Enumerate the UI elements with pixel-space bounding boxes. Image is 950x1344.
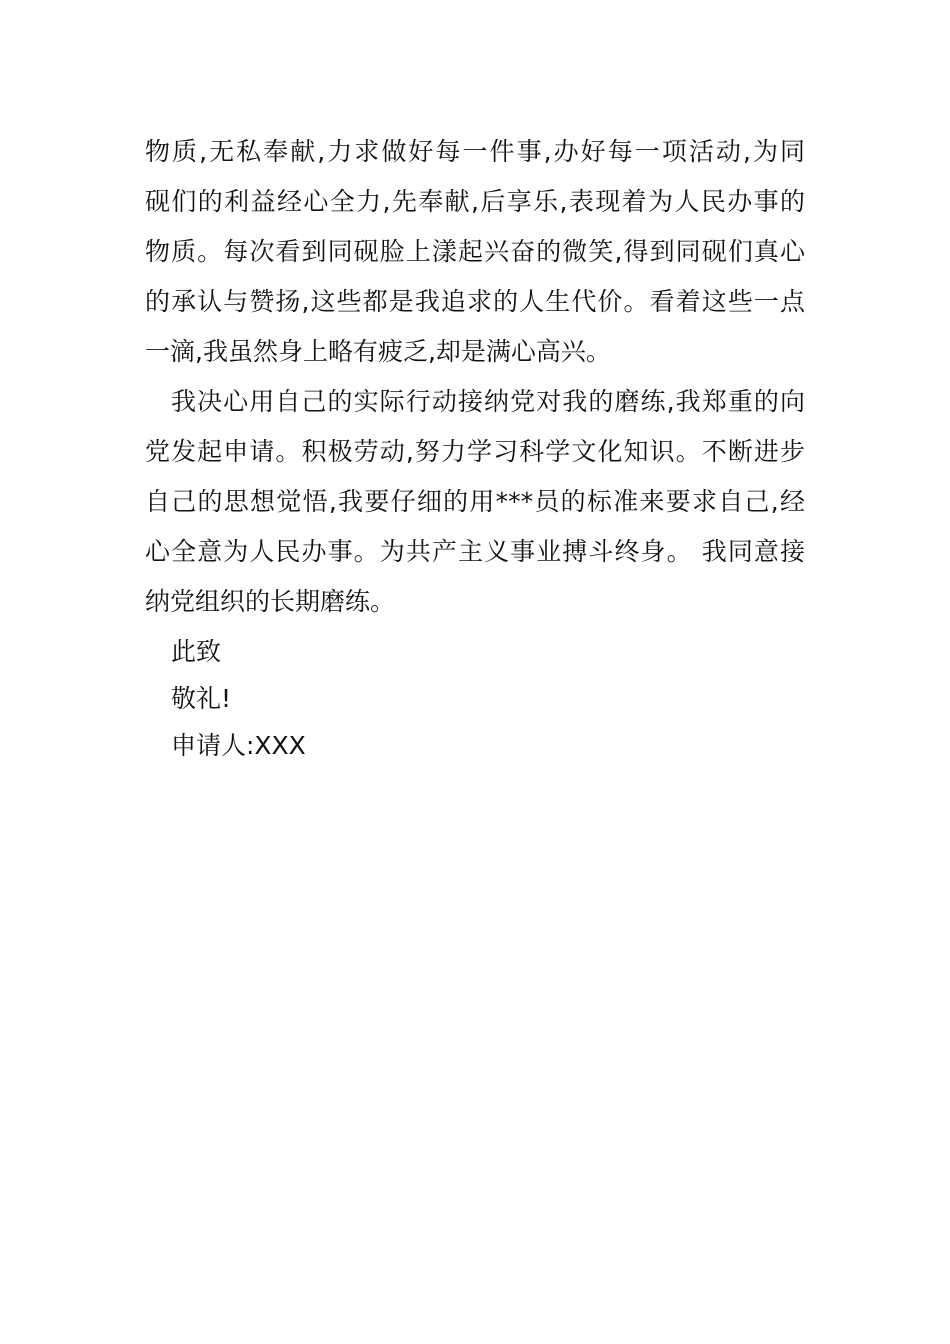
paragraph-2-line-5: 纳党组织的长期磨练。: [145, 587, 396, 616]
paragraph-2-line-2: 党发起申请。积极劳动,努力学习科学文化知识。不断进步: [145, 437, 805, 466]
paragraph-1-line-3: 物质。每次看到同砚脸上漾起兴奋的微笑,得到同砚们真心: [145, 237, 805, 266]
paragraph-2-line-1: 我决心用自己的实际行动接纳党对我的磨练,我郑重的向: [171, 387, 805, 416]
closing-salutation-jing-li: 敬礼!: [171, 684, 232, 713]
letter-closing: [145, 627, 805, 771]
paragraph-2-line-4: 心全意为人民办事。为共产主义事业搏斗终身。 我同意接: [145, 537, 805, 566]
paragraph-1-line-4: 的承认与赞扬,这些都是我追求的人生代价。看着这些一点: [145, 287, 805, 316]
closing-salutation-ci-zhi: 此致: [171, 637, 222, 666]
paragraph-1: [145, 127, 805, 377]
paragraph-2-line-3: 自己的思想觉悟,我要仔细的用***员的标准来要求自己,经: [145, 487, 805, 516]
applicant-signature: 申请人:XXX: [171, 731, 306, 760]
paragraph-1-line-1: 物质,无私奉献,力求做好每一件事,办好每一项活动,为同: [145, 137, 805, 166]
paragraph-1-line-5: 一滴,我虽然身上略有疲乏,却是满心高兴。: [145, 337, 611, 366]
paragraph-2: [145, 377, 805, 627]
paragraph-1-line-2: 砚们的利益经心全力,先奉献,后享乐,表现着为人民办事的: [145, 187, 805, 216]
application-letter-body: [145, 127, 805, 771]
